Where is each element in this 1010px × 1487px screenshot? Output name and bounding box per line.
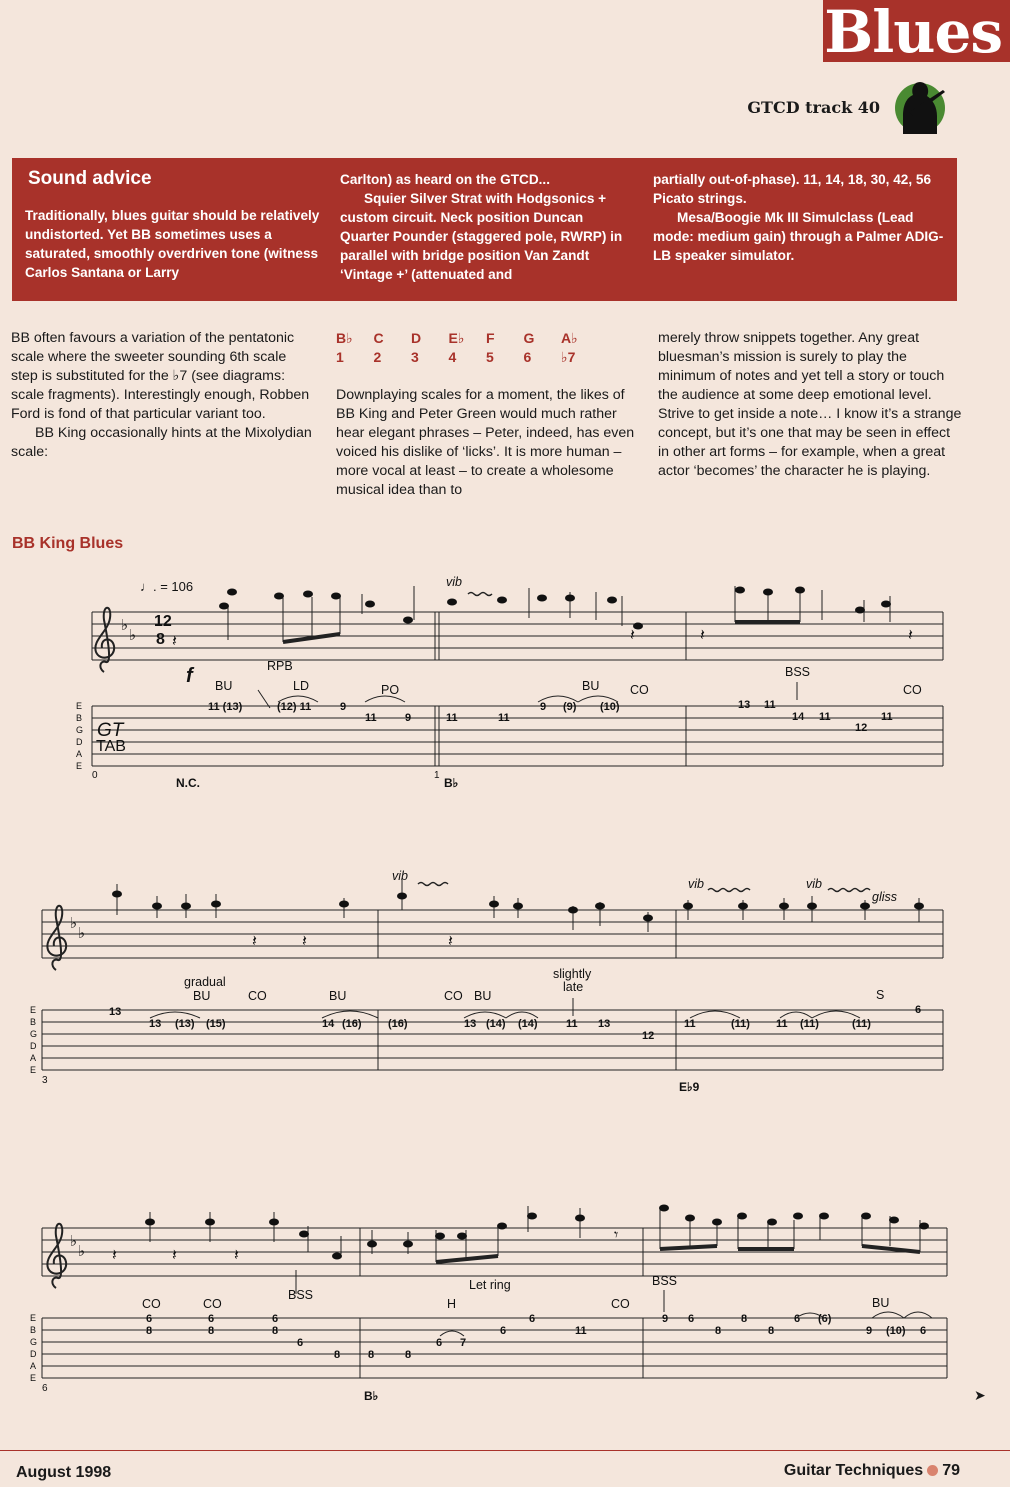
chord-symbol: B♭ [364,1389,379,1400]
svg-text:(9): (9) [563,701,577,713]
technique-label: CO [903,683,922,697]
page-number: 79 [942,1462,960,1479]
body-column-3: merely throw snippets together. Any great bluesman’s mission is surely to play the minimum of notes and yet tell a story or touch the audience at some deep emotional level. Strive to get inside a note… I know it’s a strange concept, but it’s one that may be seen in effect in other art forms – for example, when a great actor ‘becomes’ the character he is playing. [658,330,962,479]
svg-text:11: 11 [764,699,776,711]
svg-text:13: 13 [149,1018,162,1030]
technique-label: BU [215,679,233,693]
string-name: G [30,1029,38,1039]
string-name: G [76,725,84,735]
time-signature-top: 12 [154,613,172,630]
tempo-marking: ♩. = 106 [140,579,194,594]
sound-advice-col3-b: Mesa/Boogie Mk III Simulclass (Lead mode: medium gain) through a Palmer ADIG-LB speaker simulator. [653,210,944,263]
bar-numbers [42,770,443,1394]
technique-label: LD [293,679,309,693]
technique-label: BU [582,679,600,693]
svg-text:𝄾: 𝄾 [614,1227,619,1244]
issue-date: August 1998 [16,1464,112,1481]
scale-note: B♭ [336,330,353,346]
string-name: E [30,1065,37,1075]
svg-text:14: 14 [322,1018,335,1030]
svg-text:(13): (13) [175,1018,195,1030]
technique-label: CO [142,1297,161,1311]
svg-text:13: 13 [598,1018,611,1030]
svg-text:8: 8 [146,1325,153,1337]
svg-text:𝄽: 𝄽 [172,1247,177,1264]
svg-text:7: 7 [460,1337,467,1349]
bar-number: 1 [434,770,440,781]
svg-text:11: 11 [684,1018,696,1030]
svg-text:8: 8 [272,1325,279,1337]
scale-notes-row [336,329,636,348]
svg-text:𝄽: 𝄽 [172,633,177,650]
tab-logo-gt: GT [97,720,124,741]
technique-label: vib [688,877,704,891]
technique-label: CO [444,989,463,1003]
svg-text:(12) 11: (12) 11 [277,701,312,713]
svg-text:6: 6 [794,1313,801,1325]
string-name: B [30,1017,37,1027]
technique-label: gradual [184,975,226,989]
scale-degree: 6 [523,349,532,365]
technique-label: BU [872,1296,890,1310]
technique-label: CO [203,1297,222,1311]
svg-text:9: 9 [662,1313,669,1325]
string-name: D [30,1349,37,1359]
technique-label: vib [392,869,408,883]
svg-text:♭: ♭ [129,627,137,644]
svg-text:(14): (14) [518,1018,538,1030]
string-name: B [76,713,83,723]
page-footer [720,1462,960,1480]
svg-text:𝄽: 𝄽 [700,627,705,644]
bar-number: 6 [42,1383,48,1394]
svg-text:(15): (15) [206,1018,226,1030]
notation-title: BB King Blues [12,535,124,552]
string-name: D [76,737,83,747]
string-name: E [76,761,83,771]
svg-text:11: 11 [365,712,377,724]
chord-symbol: N.C. [176,776,200,790]
scale-note: F [486,330,495,346]
string-name: E [30,1005,37,1015]
technique-label: BSS [785,665,811,679]
technique-label: BU [474,989,492,1003]
technique-label: gliss [872,890,898,904]
svg-text:8: 8 [368,1349,375,1361]
technique-label: vib [446,575,462,589]
svg-text:6: 6 [297,1337,304,1349]
footer-rule [0,1450,1010,1451]
sound-advice-col2-b: Squier Silver Strat with Hodgsonics + custom circuit. Neck position Duncan Quarter Pounder (staggered pole, RWRP) in parallel with bridge position Van Zandt ‘Vintage +’ (attenuated and [340,191,623,282]
technique-label: BSS [652,1274,678,1288]
svg-text:9: 9 [866,1325,873,1337]
svg-text:11: 11 [776,1018,788,1030]
svg-text:8: 8 [715,1325,722,1337]
treble-clef [95,608,114,672]
body-paragraph: BB often favours a variation of the pentatonic scale where the sweeter sounding 6th scale step is substituted for the ♭7 (see diagrams: scale fragments). Interestingly enough, Robben Ford is fond of that particular variant too. [11,330,310,422]
technique-label: CO [611,1297,630,1311]
svg-text:6: 6 [688,1313,695,1325]
svg-text:11: 11 [498,712,510,724]
tab-numbers [109,699,926,1361]
string-name: A [76,749,83,759]
svg-text:11 (13): 11 (13) [208,701,243,713]
chord-symbol: B♭ [444,776,459,790]
string-name: G [30,1337,38,1347]
svg-text:13: 13 [738,699,751,711]
svg-text:(14): (14) [486,1018,506,1030]
string-name: E [76,701,83,711]
noteheads [112,587,929,1260]
svg-text:𝄽: 𝄽 [252,933,257,950]
svg-text:6: 6 [272,1313,279,1325]
svg-text:(6): (6) [818,1313,832,1325]
string-names [30,701,86,1383]
string-name: D [30,1041,37,1051]
svg-text:(11): (11) [731,1018,750,1030]
svg-text:𝄽: 𝄽 [302,933,307,950]
bullet-icon [927,1465,938,1476]
svg-text:𝄽: 𝄽 [630,627,635,644]
svg-text:♭: ♭ [70,1233,78,1250]
chord-symbol: E♭9 [679,1080,700,1094]
technique-label: H [447,1297,457,1311]
body-paragraph: BB King occasionally hints at the Mixolydian scale: [11,425,312,460]
svg-text:8: 8 [405,1349,412,1361]
svg-text:8: 8 [768,1325,775,1337]
music-notation [0,560,1010,1400]
svg-text:11: 11 [575,1325,587,1337]
cd-track-label: GTCD track 40 [747,98,880,117]
technique-labels [142,575,922,1311]
sound-advice-title: Sound advice [28,168,152,189]
svg-text:(11): (11) [852,1018,871,1030]
svg-text:6: 6 [208,1313,215,1325]
svg-text:9: 9 [540,701,547,713]
treble-clef [47,906,66,970]
svg-text:12: 12 [855,722,868,734]
sound-advice-box [12,158,957,301]
next-page-arrow-icon: ➤ [974,1387,986,1403]
technique-label: BU [193,989,211,1003]
scale-degree: ♭7 [561,349,576,365]
svg-text:♭: ♭ [70,915,78,932]
scale-note: E♭ [448,330,465,346]
treble-clef [47,1224,66,1288]
body-column-1 [11,329,316,462]
technique-label: CO [630,683,649,697]
technique-label: slightly [553,967,592,981]
svg-text:11: 11 [566,1018,578,1030]
svg-text:𝄽: 𝄽 [112,1247,117,1264]
technique-label: S [876,988,885,1002]
tab-logo-tab: TAB [96,738,126,755]
svg-text:𝄽: 𝄽 [234,1247,239,1264]
sound-advice-col3-a: partially out-of-phase). 11, 14, 18, 30, 42, 56 Picato strings. [653,172,932,206]
string-name: E [30,1313,37,1323]
technique-label: BU [329,989,347,1003]
string-name: A [30,1361,37,1371]
svg-text:(10): (10) [886,1325,906,1337]
technique-label: Let ring [469,1278,511,1292]
section-title: Blues [824,0,1002,66]
sound-advice-col2 [340,170,635,284]
svg-text:♭: ♭ [78,925,86,942]
svg-text:6: 6 [920,1325,927,1337]
magazine-name: Guitar Techniques [783,1462,924,1479]
svg-text:𝄽: 𝄽 [908,627,913,644]
svg-text:9: 9 [340,701,347,713]
scale-note: C [373,330,384,346]
scale-degree: 2 [373,349,382,365]
svg-text:♭: ♭ [78,1243,86,1260]
scale-note: G [523,330,535,346]
staff-system-2 [42,910,943,1070]
guitarist-cd-icon [893,76,947,136]
svg-text:8: 8 [208,1325,215,1337]
sound-advice-col3 [653,170,945,265]
scale-degrees-row [336,348,636,367]
scale-degree: 4 [448,349,457,365]
svg-text:6: 6 [915,1004,922,1016]
svg-text:8: 8 [334,1349,341,1361]
section-tag [823,0,1010,66]
technique-label: PO [381,683,400,697]
body-paragraph: Downplaying scales for a moment, the likes of BB King and Peter Green would much rather hear elegant phrases – Peter, indeed, has even voiced his dislike of ‘licks’. It is more human – more vocal at least – to create a wholesome musical idea than to [336,387,635,498]
svg-text:13: 13 [109,1006,122,1018]
body-column-2 [336,329,636,500]
scale-degree: 5 [486,349,494,365]
technique-label: late [563,980,584,994]
svg-text:𝄽: 𝄽 [448,933,453,950]
svg-text:12: 12 [642,1030,655,1042]
bar-number: 3 [42,1075,48,1086]
svg-text:(11): (11) [800,1018,819,1030]
sound-advice-col1: Traditionally, blues guitar should be relatively undistorted. Yet BB sometimes uses a saturated, smoothly overdriven tone (witness Carlos Santana or Larry [25,208,320,280]
svg-text:9: 9 [405,712,412,724]
svg-text:6: 6 [500,1325,507,1337]
time-signature-bottom: 8 [156,631,165,648]
scale-degree: 1 [336,349,344,365]
string-name: B [30,1325,37,1335]
svg-text:(16): (16) [388,1018,408,1030]
svg-text:11: 11 [446,712,458,724]
technique-label: CO [248,989,267,1003]
svg-text:6: 6 [529,1313,536,1325]
svg-text:(10): (10) [600,701,620,713]
string-name: A [30,1053,37,1063]
scale-note: D [411,330,422,346]
staff-system-3 [42,1228,947,1378]
svg-text:11: 11 [819,711,831,723]
string-name: E [30,1373,37,1383]
svg-text:♭: ♭ [121,617,129,634]
svg-text:6: 6 [146,1313,153,1325]
svg-text:14: 14 [792,711,805,723]
scale-note: A♭ [561,330,578,346]
technique-label: RPB [267,659,293,673]
dynamic-marking: f [186,665,193,687]
svg-text:8: 8 [741,1313,748,1325]
svg-text:13: 13 [464,1018,477,1030]
technique-label: vib [806,877,822,891]
technique-label: BSS [288,1288,314,1302]
music-notation-graphics [42,586,947,1378]
svg-text:11: 11 [881,711,893,723]
scale-degree: 3 [411,349,419,365]
bar-number: 0 [92,770,98,781]
svg-text:(16): (16) [342,1018,362,1030]
sound-advice-col2-a: Carlton) as heard on the GTCD... [340,172,550,187]
svg-text:6: 6 [436,1337,443,1349]
